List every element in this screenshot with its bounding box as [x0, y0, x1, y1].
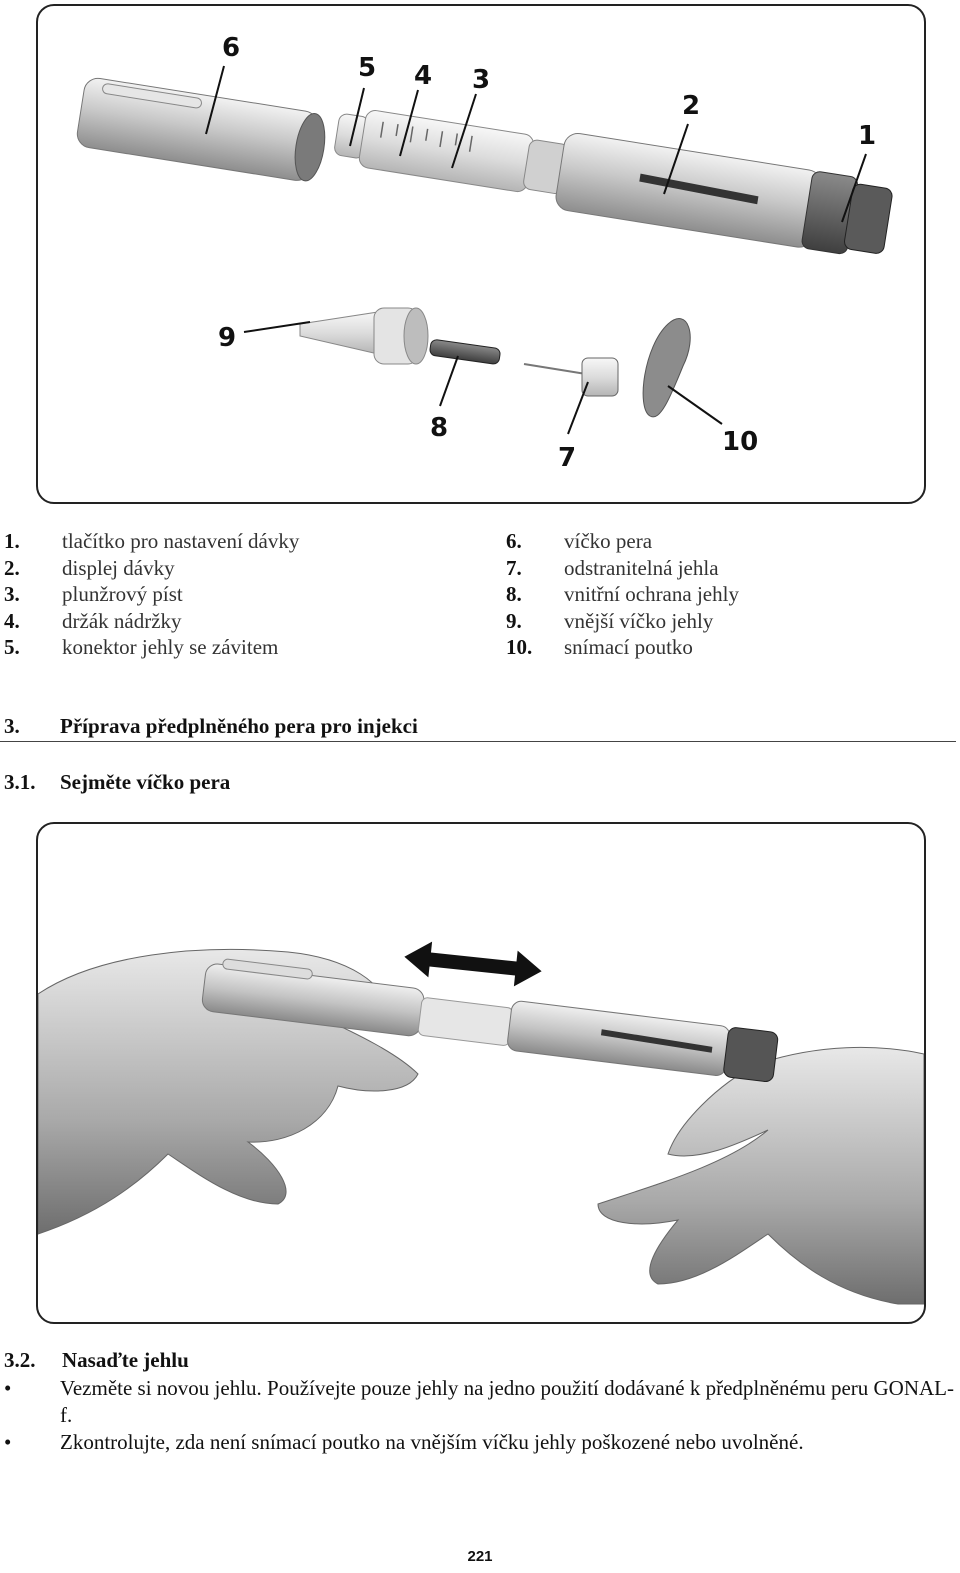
legend-item: 10. snímací poutko: [506, 635, 693, 659]
remove-cap-figure: [36, 822, 926, 1324]
bullet-icon: •: [4, 1430, 12, 1454]
pen-body-part: [554, 131, 894, 260]
pen-parts-illustration: [38, 6, 924, 502]
inner-needle-shield-part: [429, 339, 501, 365]
peel-tab-part: [643, 319, 690, 417]
right-hand: [598, 1047, 924, 1304]
callout-3: 3: [472, 65, 491, 95]
legend-item: 4. držák nádržky: [4, 608, 182, 633]
double-arrow-icon: [402, 939, 543, 989]
bullet-icon: •: [4, 1376, 12, 1400]
callout-7: 7: [558, 443, 577, 473]
legend-item: 1. tlačítko pro nastavení dávky: [4, 529, 300, 553]
instruction-list: [4, 1375, 954, 1456]
list-item: • Zkontrolujte, zda není snímací poutko na vnějším víčku jehly poškozené nebo uvolněné.: [4, 1430, 804, 1454]
callout-8: 8: [430, 413, 449, 443]
parts-legend-left: [4, 528, 299, 661]
parts-legend-right: [506, 528, 739, 661]
pen-parts-figure: [36, 4, 926, 504]
legend-item: 7. odstranitelná jehla: [506, 555, 719, 580]
section-3-heading: 3. Příprava předplněného pera pro injekci: [4, 714, 418, 738]
pen-cap-part: [75, 76, 329, 184]
callout-1: 1: [858, 121, 877, 151]
legend-item: 5. konektor jehly se závitem: [4, 635, 279, 659]
callout-4: 4: [414, 61, 433, 91]
section-3-2-heading: 3.2. Nasaďte jehlu: [4, 1348, 189, 1372]
list-item: • Vezměte si novou jehlu. Používejte pouze jehly na jedno použití dodávané k předplněnému peru GONAL-f.: [4, 1376, 954, 1427]
legend-item: 9. vnější víčko jehly: [506, 608, 714, 633]
outer-needle-cap-part: [300, 308, 428, 364]
legend-item: 8. vnitřní ochrana jehly: [506, 582, 739, 606]
section-3-1-heading: 3.1. Sejměte víčko pera: [4, 770, 231, 794]
reservoir-holder-part: [332, 105, 570, 199]
removable-needle-part: [524, 358, 618, 396]
legend-item: 3. plunžrový píst: [4, 582, 183, 606]
legend-item: 2. displej dávky: [4, 555, 175, 580]
callout-6: 6: [222, 33, 241, 63]
callout-2: 2: [682, 91, 701, 121]
section-divider: [0, 741, 956, 742]
callout-9: 9: [218, 323, 237, 353]
callout-5: 5: [358, 53, 377, 83]
legend-item: 6. víčko pera: [506, 529, 653, 553]
remove-cap-illustration: [38, 824, 924, 1322]
page-number: 221: [467, 1548, 493, 1565]
callout-10: 10: [722, 427, 759, 457]
